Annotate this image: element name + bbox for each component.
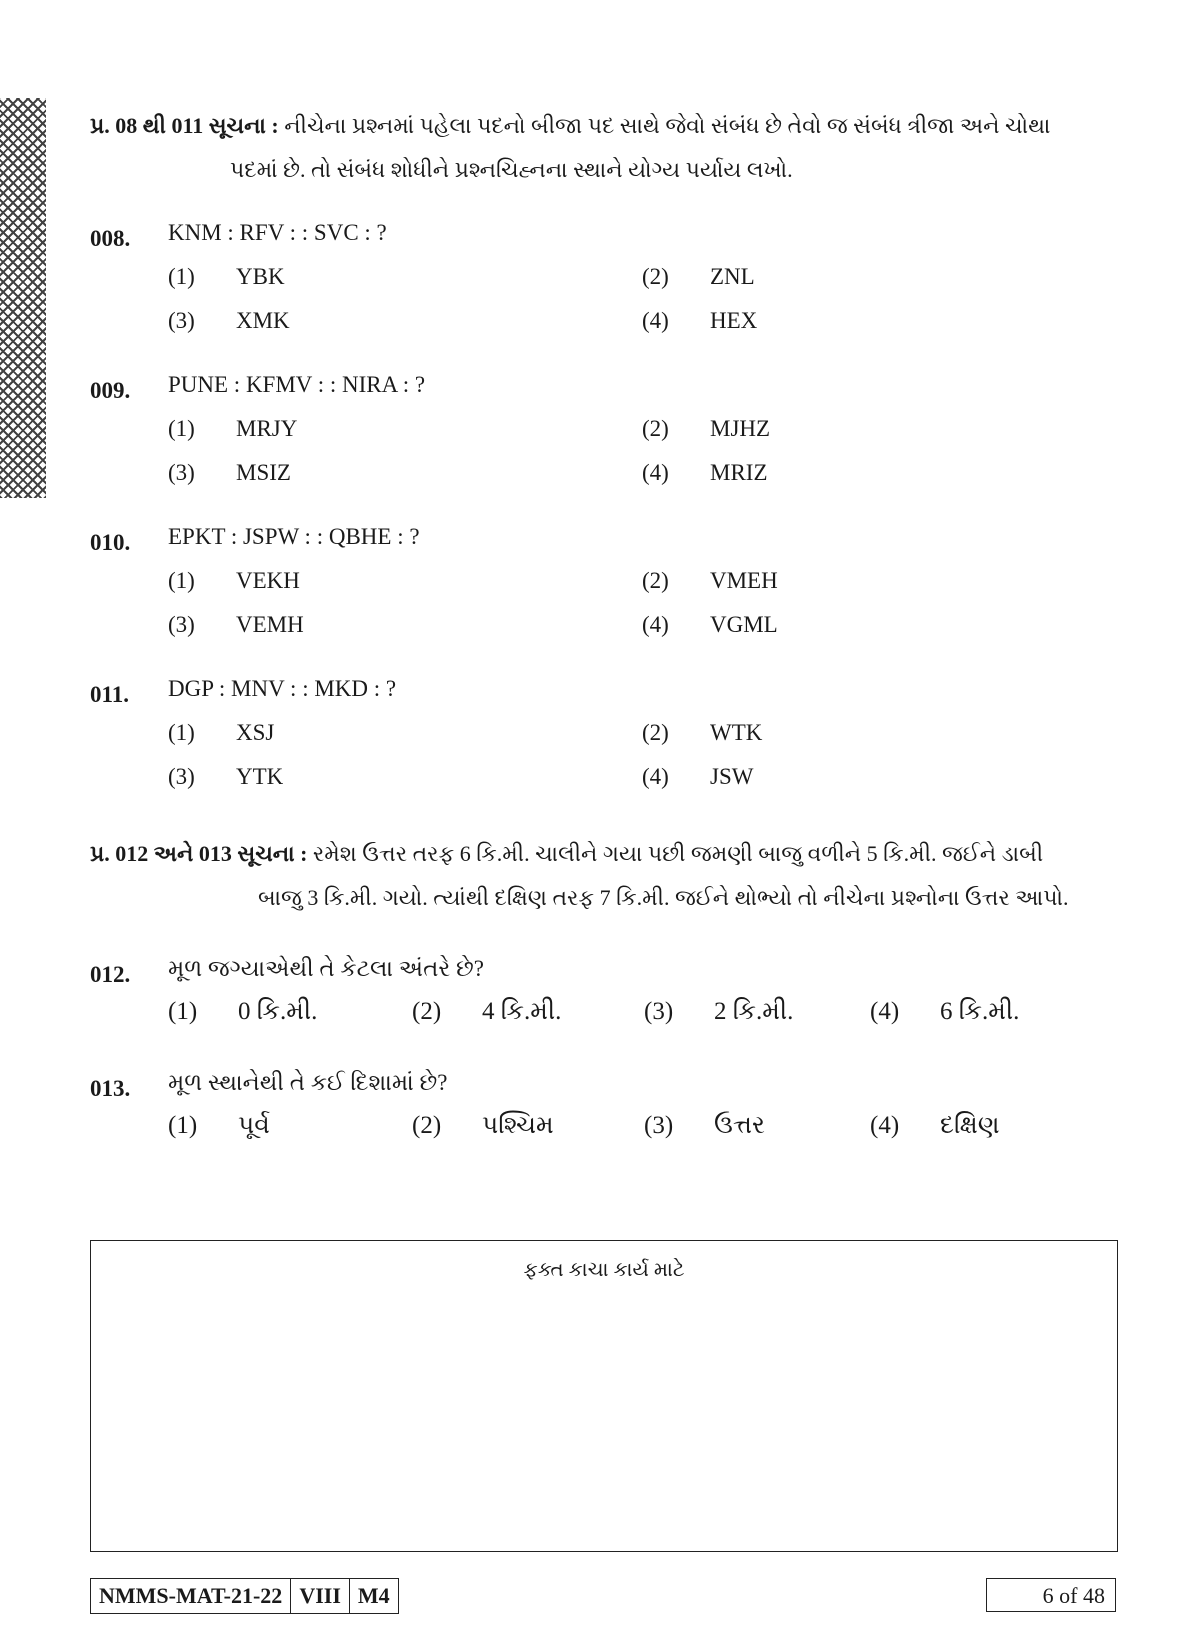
option-text: XSJ — [236, 720, 275, 745]
option-number: (1) — [168, 264, 195, 289]
instruction-text: પદમાં છે. તો સંબંધ શોધીને પ્રશ્નચિહ્નના સ્થાને યોગ્ય પર્યાય લખો. — [230, 157, 793, 182]
option-number: (2) — [642, 416, 669, 441]
question-stem: KNM : RFV : : SVC : ? — [168, 220, 387, 245]
option-number: (4) — [642, 308, 669, 333]
option-number: (1) — [168, 720, 195, 745]
option-text: JSW — [710, 764, 754, 789]
option-number: (2) — [642, 720, 669, 745]
instruction-text: રમેશ ઉત્તર તરફ 6 કિ.મી. ચાલીને ગયા પછી જમણી બાજુ વળીને 5 કિ.મી. જઈને ડાબી — [312, 841, 1044, 866]
option-number: (3) — [168, 764, 195, 789]
option-text: 4 કિ.મી. — [482, 998, 562, 1025]
rough-work-box — [90, 1240, 1118, 1552]
option-text: પશ્ચિમ — [482, 1112, 554, 1139]
option-text: WTK — [710, 720, 763, 745]
standard-code: VIII — [291, 1579, 350, 1613]
option-number: (4) — [642, 612, 669, 637]
option-number: (2) — [412, 998, 442, 1025]
option-text: YBK — [236, 264, 285, 289]
option-text: HEX — [710, 308, 758, 333]
question-number: 011. — [90, 682, 129, 707]
question-stem: EPKT : JSPW : : QBHE : ? — [168, 524, 420, 549]
instruction-block — [90, 832, 1120, 920]
instruction-lead: પ્ર. 012 અને 013 સૂચના : — [90, 841, 308, 866]
option-text: 6 કિ.મી. — [940, 998, 1020, 1025]
page-number: 6 of 48 — [986, 1578, 1116, 1612]
question-number: 013. — [90, 1076, 131, 1101]
option-number: (4) — [642, 764, 669, 789]
instruction-text: બાજુ 3 કિ.મી. ગયો. ત્યાંથી દક્ષિણ તરફ 7 કિ.મી. જઈને થોભ્યો તો નીચેના પ્રશ્નોના ઉત્તર આપો. — [258, 885, 1069, 910]
question-number: 008. — [90, 226, 131, 251]
option-number: (4) — [870, 1112, 900, 1139]
medium-code: M4 — [357, 1583, 390, 1608]
instruction-block — [90, 104, 1120, 192]
instruction-lead: પ્ર. 08 થી 011 સૂચના : — [90, 113, 279, 138]
question-number: 009. — [90, 378, 131, 403]
option-text: પૂર્વ — [238, 1112, 270, 1139]
option-number: (3) — [168, 308, 195, 333]
option-text: XMK — [236, 308, 290, 333]
question-stem: PUNE : KFMV : : NIRA : ? — [168, 372, 426, 397]
option-number: (3) — [644, 1112, 674, 1139]
option-number: (2) — [642, 568, 669, 593]
side-ornament — [0, 98, 46, 498]
paper-code: NMMS-MAT-21-22 — [91, 1579, 291, 1613]
option-number: (1) — [168, 416, 195, 441]
option-text: દક્ષિણ — [940, 1112, 1000, 1139]
option-text: VMEH — [710, 568, 778, 593]
question-stem: મૂળ સ્થાનેથી તે કઈ દિશામાં છે? — [168, 1070, 448, 1095]
option-text: VEKH — [236, 568, 300, 593]
option-text: MRJY — [236, 416, 298, 441]
option-number: (1) — [168, 568, 195, 593]
option-text: VGML — [710, 612, 778, 637]
option-number: (3) — [644, 998, 674, 1025]
option-number: (4) — [870, 998, 900, 1025]
question-stem: મૂળ જગ્યાએથી તે કેટલા અંતરે છે? — [168, 956, 484, 981]
question-number: 010. — [90, 530, 131, 555]
option-text: 0 કિ.મી. — [238, 998, 318, 1025]
option-number: (2) — [412, 1112, 442, 1139]
option-number: (3) — [168, 460, 195, 485]
option-number: (1) — [168, 998, 198, 1025]
option-text: ઉત્તર — [714, 1112, 765, 1139]
option-text: ZNL — [710, 264, 755, 289]
option-text: MRIZ — [710, 460, 768, 485]
option-text: MJHZ — [710, 416, 771, 441]
paper-code-box — [90, 1578, 399, 1614]
option-number: (1) — [168, 1112, 198, 1139]
question-number: 012. — [90, 962, 131, 987]
option-number: (4) — [642, 460, 669, 485]
option-text: VEMH — [236, 612, 304, 637]
option-text: YTK — [236, 764, 284, 789]
option-text: MSIZ — [236, 460, 291, 485]
option-number: (2) — [642, 264, 669, 289]
option-text: 2 કિ.મી. — [714, 998, 794, 1025]
question-stem: DGP : MNV : : MKD : ? — [168, 676, 397, 701]
instruction-text: નીચેના પ્રશ્નમાં પહેલા પદનો બીજા પદ સાથે જેવો સંબંધ છે તેવો જ સંબંધ ત્રીજા અને ચોથા — [284, 113, 1051, 138]
option-number: (3) — [168, 612, 195, 637]
rough-work-label: ફક્ત કાચા કાર્ય માટે — [523, 1259, 685, 1281]
